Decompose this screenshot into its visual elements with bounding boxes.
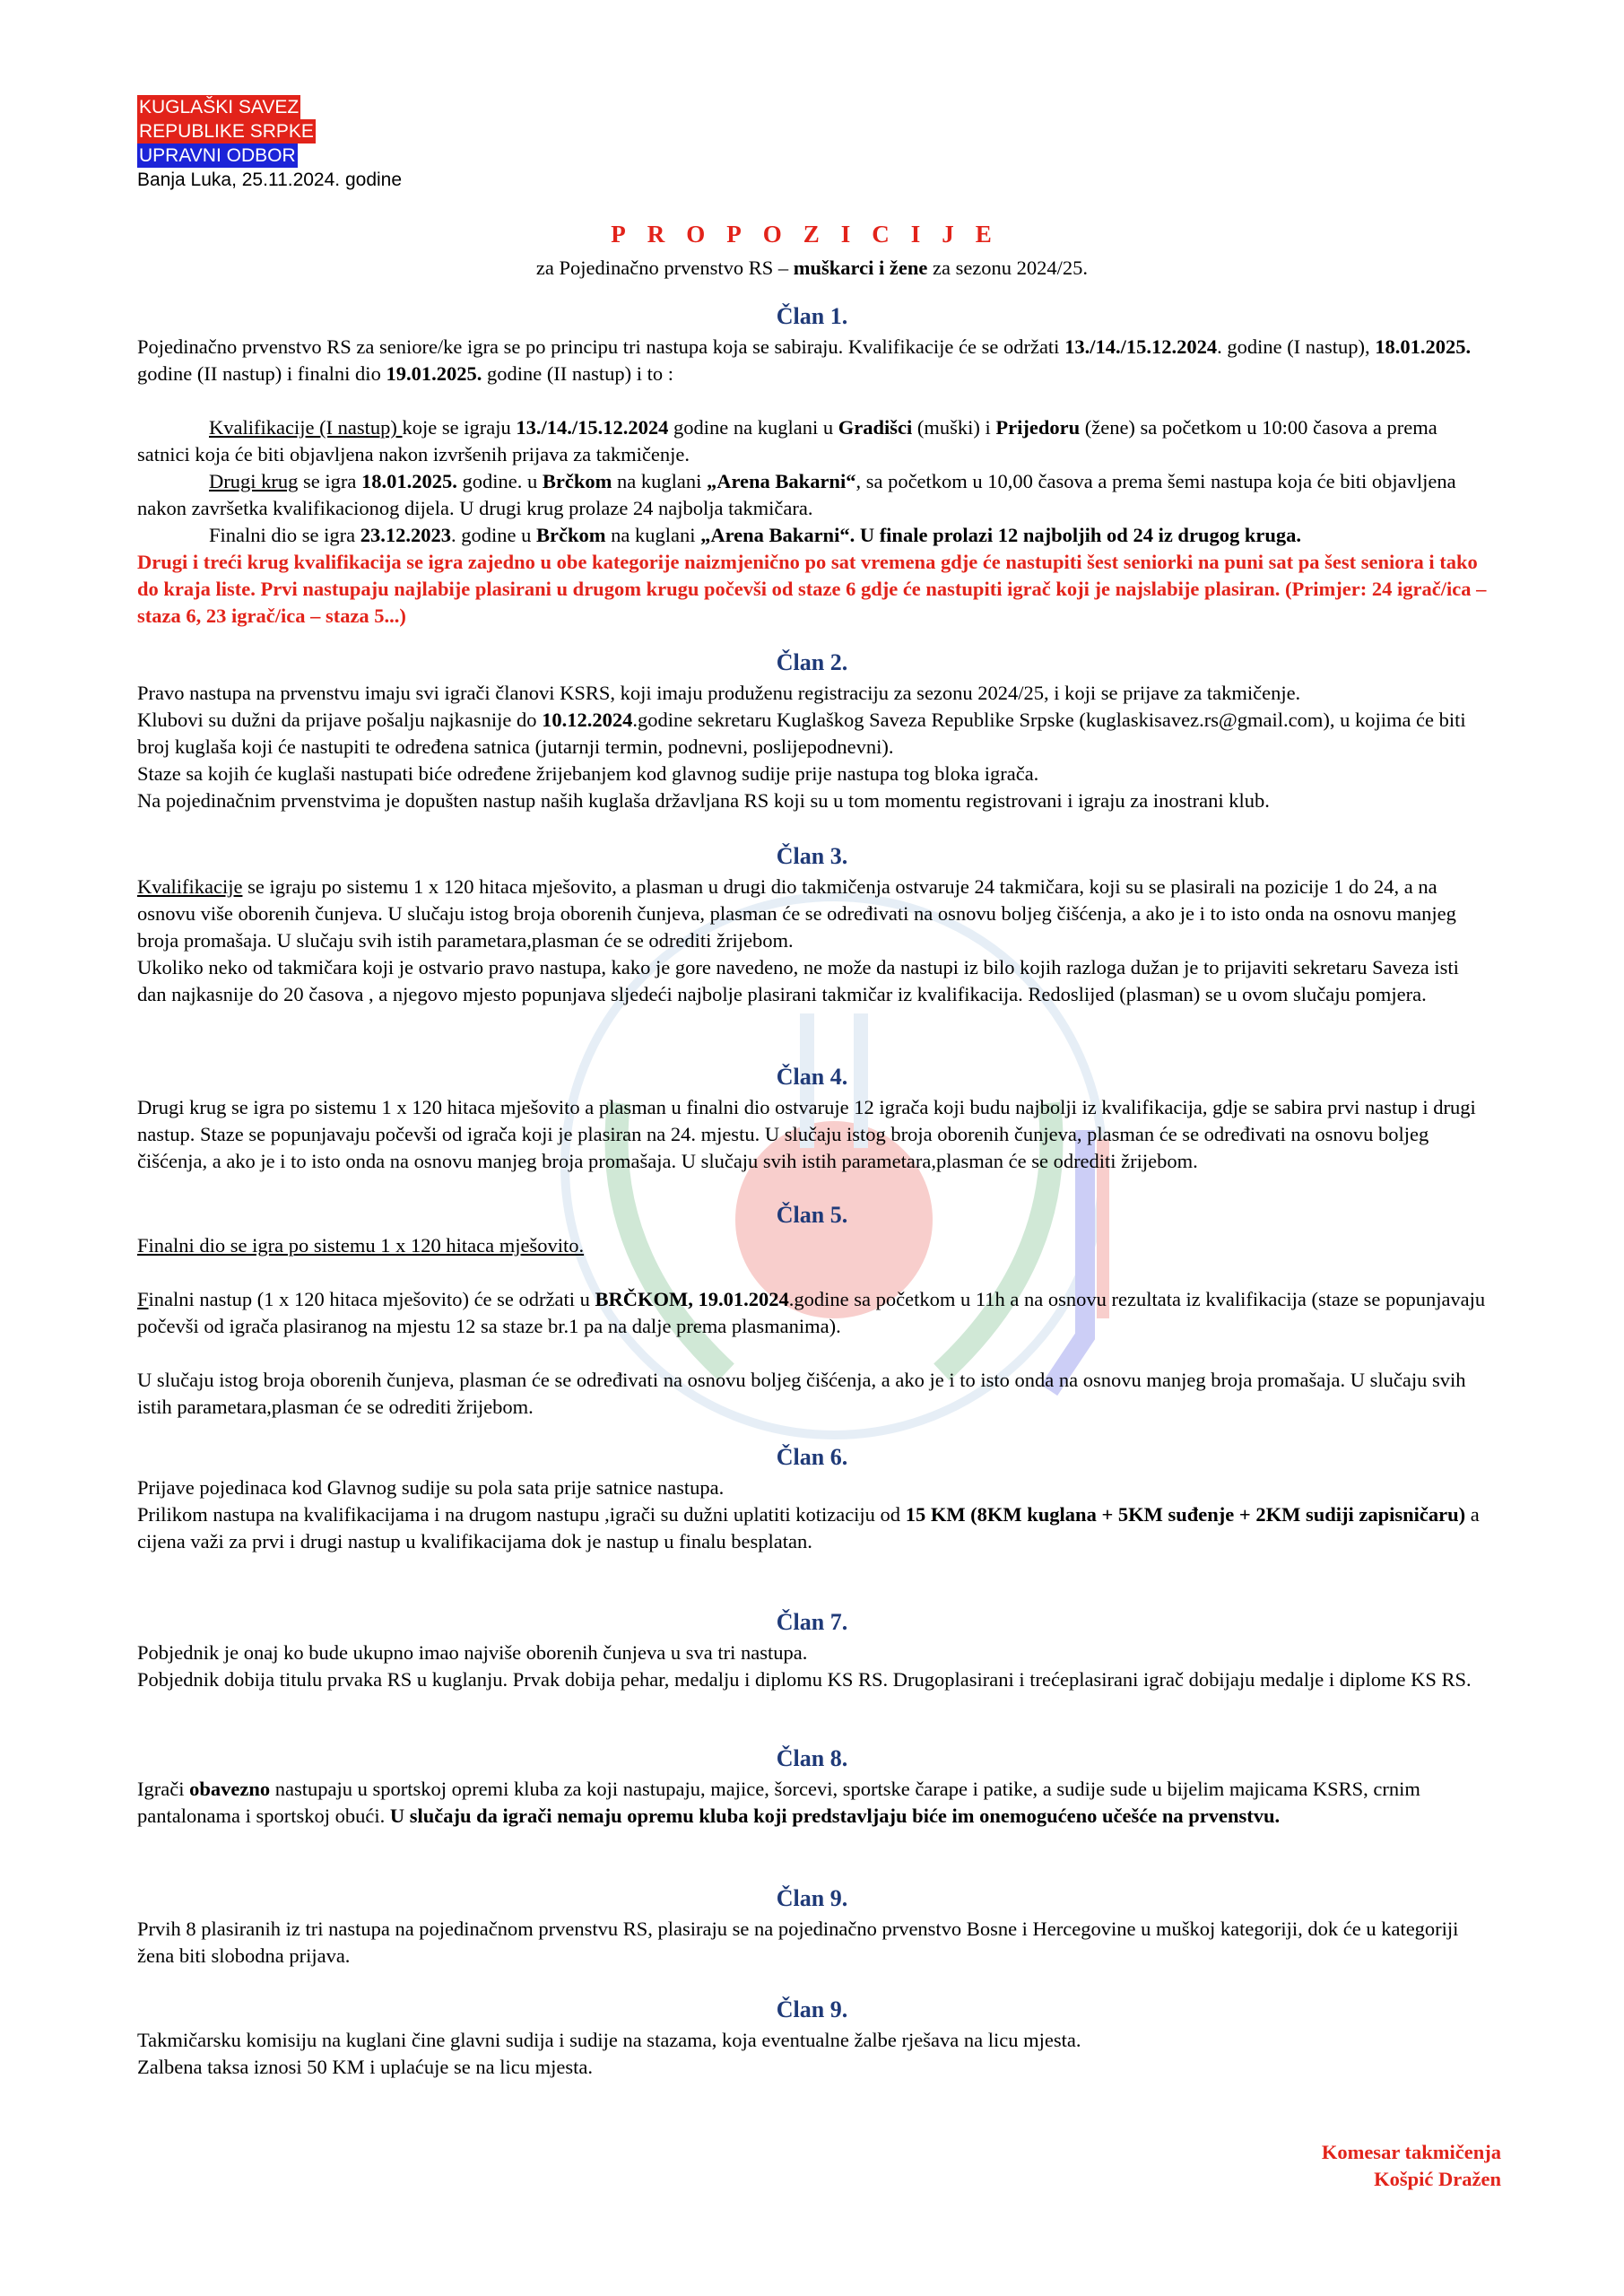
article-5-body [137,1232,1491,1421]
article-1-rounds [137,414,1491,630]
article-3-paragraph-1: Kvalifikacije se igraju po sistemu 1 x 120 hitaca mješovito, a plasman u drugi dio takmičenja ostvaruje 24 takmičara, koji su se plasirali na pozicije 1 do 24, a na osnovu više oborenih čunjeva. U slučaju istog broja oborenih čunjeva, plasman će se određivati na osnovu boljeg čišćenja, a ako je i to isto onda na osnovu manjeg broja promašaja. U slučaju svih istih parametara,plasman će se odrediti žrijebom. [137,875,1456,952]
org-name-line2: REPUBLIKE SRPKE [139,121,314,142]
article-6-body [137,1474,1491,1555]
subtitle-text: za Pojedinačno prvenstvo RS – [535,257,794,279]
article-2-paragraph-4: Na pojedinačnim prvenstvima je dopušten nastup naših kuglaša državljana RS koji su u tom momentu registrovani i igraju za inostrani klub. [137,789,1270,812]
article-9b-paragraph-2: Zalbena taksa iznosi 50 KM i uplaćuje se na licu mjesta. [137,2056,593,2078]
article-4-paragraph: Drugi krug se igra po sistemu 1 x 120 hitaca mješovito a plasman u finalni dio ostvaruje 12 igrača koji budu najbolji iz kvalifikacija, gdje se sabira prvi nastup i drugi nastup. Staze se popunjavaju počevši od igrača koji je plasiran na 24. mjestu. U slučaju istog broja oborenih čunjeva, plasman će se određivati na osnovu boljeg čišćenja, a ako je i to isto onda na osnovu manjeg broja promašaja. U slučaju svih istih parametara,plasman će se odrediti žrijebom. [137,1096,1476,1172]
article-7-paragraph-2: Pobjednik dobija titulu prvaka RS u kuglanju. Prvak dobija pehar, medalju i diplomu KS RS. Drugoplasirani i trećeplasirani igrač dobijaju medalje i diplome KS RS. [137,1668,1472,1691]
article-5-paragraph-1: Finalni dio se igra po sistemu 1 x 120 hitaca mješovito. [137,1234,585,1257]
article-1-heading: Član 1. [776,303,848,329]
org-body: UPRAVNI ODBOR [139,145,296,166]
article-6-heading: Član 6. [776,1444,848,1470]
article-1-paragraph: Pojedinačno prvenstvo RS za seniore/ke igra se po principu tri nastupa koja se sabiraju. Kvalifikacije će se održati 13./14./15.12.2024. godine (I nastup), 18.01.2025. godine (II nastup) i finalni dio 19.01.2025. godine (II nastup) i to : [137,335,1472,385]
article-7-paragraph-1: Pobjednik je onaj ko bude ukupno imao najviše oborenih čunjeva u sva tri nastupa. [137,1641,808,1664]
schedule-note: Drugi i treći krug kvalifikacija se igra zajedno u obe kategorije naizmjenično po sat vremena gdje će nastupiti šest seniorki na puni sat pa šest seniora i tako do kraja liste. Prvi nastupaju najlabije plasirani u drugom krugu počevši od staze 6 gdje će nastupiti igrač koji je najslabije plasiran. (Primjer: 24 igrač/ica – staza 6, 23 igrač/ica – staza 5...) [137,551,1487,627]
article-8-body [137,1776,1491,1830]
article-8-paragraph: Igrači obavezno nastupaju u sportskoj opremi kluba za koji nastupaju, majice, šorcevi, sportske čarape i patike, a sudije sude u bijelim majicama KSRS, crnim pantalonama i sportskoj obući. U slučaju da igrači nemaju opremu kluba koji predstavljaju biće im onemogućeno učešće na prvenstvu. [137,1778,1420,1827]
qualification-paragraph: Kvalifikacije (I nastup) koje se igraju 13./14./15.12.2024 godine na kuglani u Gradišci (muški) i Prijedoru (žene) sa početkom u 10:00 časova a prema satnici koja će biti objavljena nakon izvršenih prijava za takmičenje. [137,416,1437,465]
signature-role: Komesar takmičenja [1321,2141,1501,2163]
article-3-heading: Član 3. [776,843,848,869]
article-2-paragraph-2: Klubovi su dužni da prijave pošalju najkasnije do 10.12.2024.godine sekretaru Kuglaškog Saveza Republike Srpske (kuglaskisavez.rs@gmail.com), u kojima će biti broj kuglaša koji će nastupiti te određena satnica (jutarnji termin, podnevni, poslijepodnevni). [137,709,1466,758]
article-5-paragraph-3: U slučaju istog broja oborenih čunjeva, plasman će se određivati na osnovu boljeg čišćenja, a ako je i to isto onda na osnovu manjeg broja promašaja. U slučaju svih istih parametara,plasman će se odrediti žrijebom. [137,1369,1466,1418]
org-name-line1: KUGLAŠKI SAVEZ [139,97,300,117]
final-paragraph: Finalni dio se igra 23.12.2023. godine u Brčkom na kuglani „Arena Bakarni“. U finale prolazi 12 najboljih od 24 iz drugog kruga. [209,524,1301,546]
article-9-body [137,1916,1491,1970]
second-round-paragraph: Drugi krug se igra 18.01.2025. godine. u Brčkom na kuglani „Arena Bakarni“, sa početkom u 10,00 časova a prema šemi nastupa koja će biti objavljena nakon završetka kvalifikacionog dijela. U drugi krug prolaze 24 najbolja takmičara. [137,470,1456,519]
subtitle-season: za sezonu 2024/25. [927,257,1089,279]
article-8-heading: Član 8. [776,1745,848,1771]
document-title: PROPOZICIJE [611,221,1013,248]
article-9-paragraph: Prvih 8 plasiranih iz tri nastupa na pojedinačnom prvenstvu RS, plasiraju se na pojedinačno prvenstvo Bosne i Hercegovine u muškoj kategoriji, dok će u kategoriji žena biti slobodna prijava. [137,1918,1459,1967]
document-subtitle [0,255,1624,282]
signature-name: Košpić Dražen [1374,2168,1501,2190]
subtitle-bold: muškarci i žene [793,257,928,279]
article-3-paragraph-2: Ukoliko neko od takmičara koji je ostvario pravo nastupa, kako je gore navedeno, ne može da nastupi iz bilo kojih razloga dužan je to prijaviti sekretaru Saveza isti dan najkasnije do 20 časova , a njegovo mjesto popunjava sljedeći najbolje plasirani takmičar iz kvalifikacija. Redoslijed (plasman) se u ovom slučaju pomjera. [137,956,1459,1005]
article-2-paragraph-1: Pravo nastupa na prvenstvu imaju svi igrači članovi KSRS, koji imaju produženu registraciju za sezonu 2024/25, i koji se prijave za takmičenje. [137,682,1301,704]
place-date: Banja Luka, 25.11.2024. godine [137,170,403,190]
article-9b-paragraph-1: Takmičarsku komisiju na kuglani čine glavni sudija i sudije na stazama, koja eventualne žalbe rješava na licu mjesta. [137,2029,1081,2051]
article-2-paragraph-3: Staze sa kojih će kuglaši nastupati biće određene žrijebanjem kod glavnog sudije prije nastupa tog bloka igrača. [137,762,1039,785]
article-2-heading: Član 2. [776,649,848,675]
article-7-body [137,1639,1491,1693]
article-7-heading: Član 7. [776,1609,848,1635]
article-6-paragraph-1: Prijave pojedinaca kod Glavnog sudije su pola sata prije satnice nastupa. [137,1476,725,1499]
article-4-heading: Član 4. [776,1064,848,1090]
signature-block [1322,2139,1501,2193]
article-2-body [137,680,1491,814]
article-3-body [137,874,1491,1008]
article-9b-body [137,2027,1491,2081]
article-6-paragraph-2: Prilikom nastupa na kvalifikacijama i na drugom nastupu ,igrači su dužni uplatiti kotizaciju od 15 KM (8KM kuglana + 5KM suđenje + 2KM sudiji zapisničaru) a cijena važi za prvi i drugi nastup u kvalifikacijama dok je nastup u finalu besplatan. [137,1503,1480,1552]
article-5-paragraph-2: Finalni nastup (1 x 120 hitaca mješovito) će se održati u BRČKOM, 19.01.2024.godine sa početkom u 11h a na osnovu rezultata iz kvalifikacija (staze se popunjavaju počevši od igrača plasiranog na mjestu 12 sa staze br.1 pa na dalje prema plasmanima). [137,1288,1486,1337]
article-9-heading: Član 9. [776,1885,848,1911]
letterhead [137,95,402,192]
article-5-heading: Član 5. [776,1202,848,1228]
article-4-body [137,1094,1491,1175]
article-9b-heading: Član 9. [776,1996,848,2022]
article-1-body [137,334,1491,387]
